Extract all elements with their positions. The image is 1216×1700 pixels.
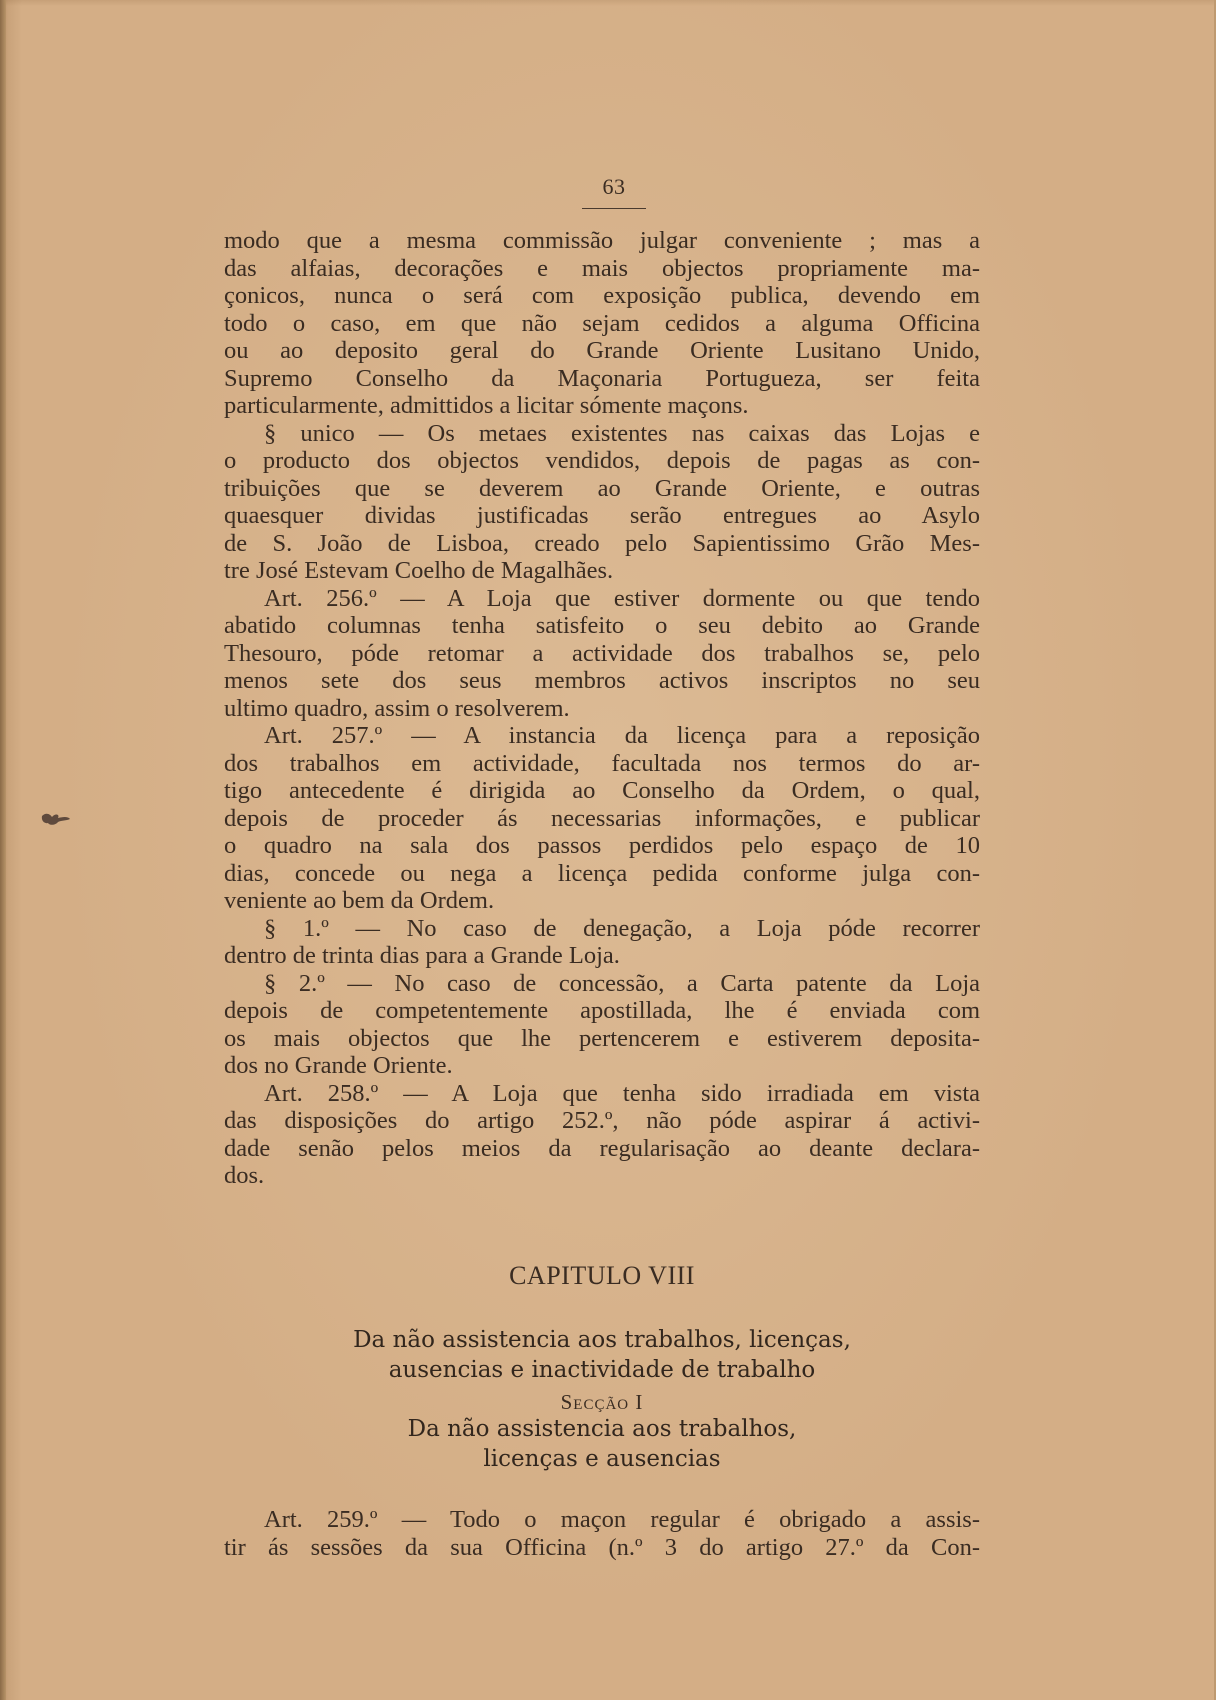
chapter-title-line: ausencias e inactividade de trabalho	[388, 1357, 816, 1383]
text-line: o producto dos objectos vendidos, depois de pagas as con-	[224, 447, 980, 474]
paragraph-2: § 2.º — No caso de concessão, a Carta patente da Loja	[264, 969, 980, 997]
page-number: 63	[602, 174, 626, 199]
page-binding-edge	[0, 0, 6, 1700]
text-line: tre José Estevam Coelho de Magalhães.	[224, 557, 614, 584]
text-line: depois de competentemente apostillada, lhe é enviada com	[224, 997, 980, 1024]
text-line: Thesouro, póde retomar a actividade dos trabalhos se, pelo	[224, 639, 980, 667]
text-line: quaesquer dividas justificadas serão entregues ao Asylo	[224, 502, 980, 529]
text-line: dos trabalhos em actividade, facultada nos termos do ar-	[224, 749, 980, 777]
text-line: todo o caso, em que não sejam cedidos a alguma Officina	[224, 309, 980, 337]
text-line: das disposições do artigo 252.º, não póde aspirar á activi-	[224, 1107, 980, 1134]
text-line: abatido columnas tenha satisfeito o seu debito ao Grande	[224, 612, 980, 639]
section-title-line: licenças e ausencias	[483, 1446, 721, 1472]
article-256: Art. 256.º — A Loja que estiver dormente ou que tendo	[264, 584, 980, 612]
text-line: dentro de trinta dias para a Grande Loja.	[224, 942, 620, 969]
page-number-rule	[582, 208, 646, 209]
text-line: dos.	[224, 1162, 265, 1189]
text-line: dias, concede ou nega a licença pedida conforme julga con-	[224, 859, 980, 887]
paragraph-unico: § unico — Os metaes existentes nas caixas das Lojas e	[264, 419, 980, 447]
text-line: dos no Grande Oriente.	[224, 1052, 453, 1079]
text-line: Supremo Conselho da Maçonaria Portugueza, ser feita	[224, 364, 980, 392]
text-line: tribuições que se deverem ao Grande Oriente, e outras	[224, 474, 980, 502]
article-258: Art. 258.º — A Loja que tenha sido irradiada em vista	[264, 1079, 980, 1107]
text-line: dade senão pelos meios da regularisação ao deante declara-	[224, 1134, 980, 1162]
text-line: particularmente, admittidos a licitar sómente maçons.	[224, 392, 749, 419]
text-line: ultimo quadro, assim o resolverem.	[224, 694, 570, 722]
chapter-heading: CAPITULO VIII	[509, 1261, 695, 1290]
text-line: tigo antecedente é dirigida ao Conselho da Ordem, o qual,	[224, 777, 980, 804]
text-line: de S. João de Lisboa, creado pelo Sapientissimo Grão Mes-	[224, 529, 980, 557]
body-text	[224, 227, 980, 1190]
text-line: o quadro na sala dos passos perdidos pelo espaço de 10	[224, 832, 980, 859]
paragraph-1: § 1.º — No caso de denegação, a Loja póde recorrer	[264, 914, 980, 942]
text-line: Art. 259.º — Todo o maçon regular é obrigado a assis-	[264, 1506, 980, 1533]
text-line: ou ao deposito geral do Grande Oriente Lusitano Unido,	[224, 337, 980, 364]
article-259	[224, 1506, 980, 1561]
text-line: das alfaias, decorações e mais objectos propriamente ma-	[224, 254, 980, 282]
section-title-line: Da não assistencia aos trabalhos,	[407, 1416, 797, 1442]
text-line: modo que a mesma commissão julgar conveniente ; mas a	[224, 227, 980, 254]
text-line: depois de proceder ás necessarias informações, e publicar	[224, 804, 980, 832]
text-line: menos sete dos seus membros activos inscriptos no seu	[224, 667, 980, 694]
text-line: os mais objectos que lhe pertencerem e estiverem deposita-	[224, 1024, 980, 1052]
section-heading: Secção I	[560, 1390, 644, 1414]
text-line: çonicos, nunca o será com exposição publica, devendo em	[224, 282, 980, 309]
text-line: veniente ao bem da Ordem.	[224, 887, 495, 914]
chapter-title-line: Da não assistencia aos trabalhos, licenças,	[353, 1327, 851, 1353]
article-257: Art. 257.º — A instancia da licença para a reposição	[264, 722, 980, 749]
text-line: tir ás sessões da sua Officina (n.º 3 do artigo 27.º da Con-	[224, 1533, 980, 1561]
ink-stain-icon	[38, 810, 74, 828]
